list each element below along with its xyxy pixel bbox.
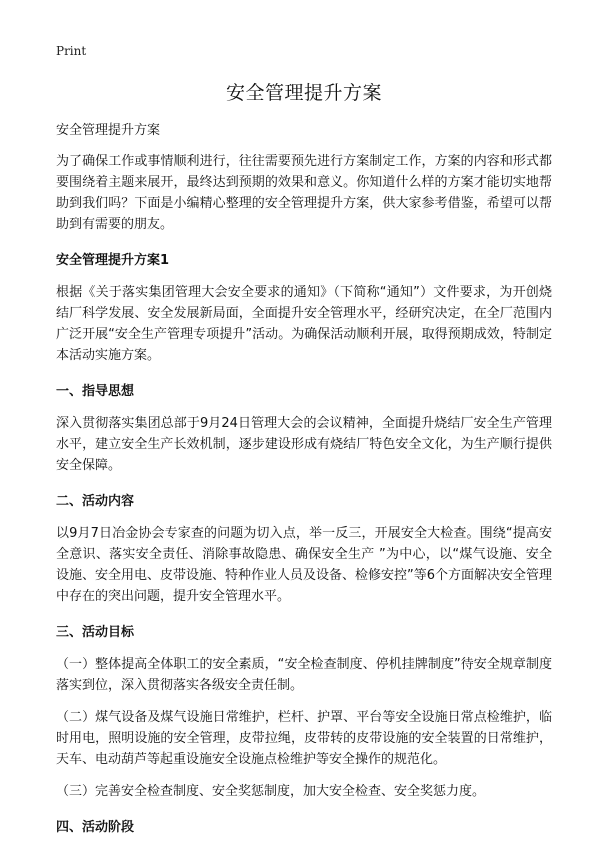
section-paragraph: （三）完善安全检查制度、安全奖惩制度，加大安全检查、安全奖惩力度。 (56, 784, 486, 799)
section-paragraph: 以9月7日冶金协会专家查的问题为切入点，举一反三，开展安全大检查。围绕“提高安全意识、落实安全责任、消除事故隐患、确保安全生产 ”为中心，以“煤气设施、安全设施、安全用电、皮带设施、特种作业人员及设备、检修安控”等6个方面解决安全管理中存在的突出问题，提升安全管理水平。 (56, 526, 553, 604)
document-subtitle: 安全管理提升方案 (56, 123, 161, 138)
section-paragraph: （二）煤气设备及煤气设施日常维护，栏杆、护罩、平台等安全设施日常点检维护，临时用电，照明设施的安全管理，皮带拉绳，皮带转的皮带设施的安全装置的日常维护，天车、电动葫芦等起重设施安全设施点检维护等安全操作的规范化。 (56, 710, 552, 767)
plan-heading: 安全管理提升方案1 (56, 253, 170, 268)
print-link[interactable]: Print (56, 44, 87, 58)
section-heading-guiding: 一、指导思想 (56, 384, 135, 399)
section-heading-stages: 四、活动阶段 (56, 820, 135, 835)
document (56, 78, 552, 849)
page-title: 安全管理提升方案 (225, 82, 382, 104)
section-heading-goals: 三、活动目标 (56, 625, 135, 640)
plan-intro-paragraph: 根据《关于落实集团管理大会安全要求的通知》（下简称“通知”）文件要求，为开创烧结厂科学发展、安全发展新局面，全面提升安全管理水平，经研究决定，在全厂范围内广泛开展“安全生产管理专项提升”活动。为确保活动顺利开展，取得预期成效，特制定本活动实施方案。 (56, 285, 552, 363)
section-paragraph: 深入贯彻落实集团总部于9月24日管理大会的会议精神，全面提升烧结厂安全生产管理水平，建立安全生产长效机制，逐步建设形成有烧结厂特色安全文化，为生产顺行提供安全保障。 (56, 416, 552, 473)
section-paragraph: （一）整体提高全体职工的安全素质，“安全检查制度、停机挂牌制度”待安全规章制度落实到位，深入贯彻落实各级安全责任制。 (56, 657, 552, 693)
section-heading-content: 二、活动内容 (56, 494, 135, 509)
intro-paragraph: 为了确保工作或事情顺利进行，往往需要预先进行方案制定工作，方案的内容和形式都要围绕着主题来展开，最终达到预期的效果和意义。你知道什么样的方案才能切实地帮助到我们吗？下面是小编精心整理的安全管理提升方案，供大家参考借鉴，希望可以帮助到有需要的朋友。 (56, 154, 552, 232)
